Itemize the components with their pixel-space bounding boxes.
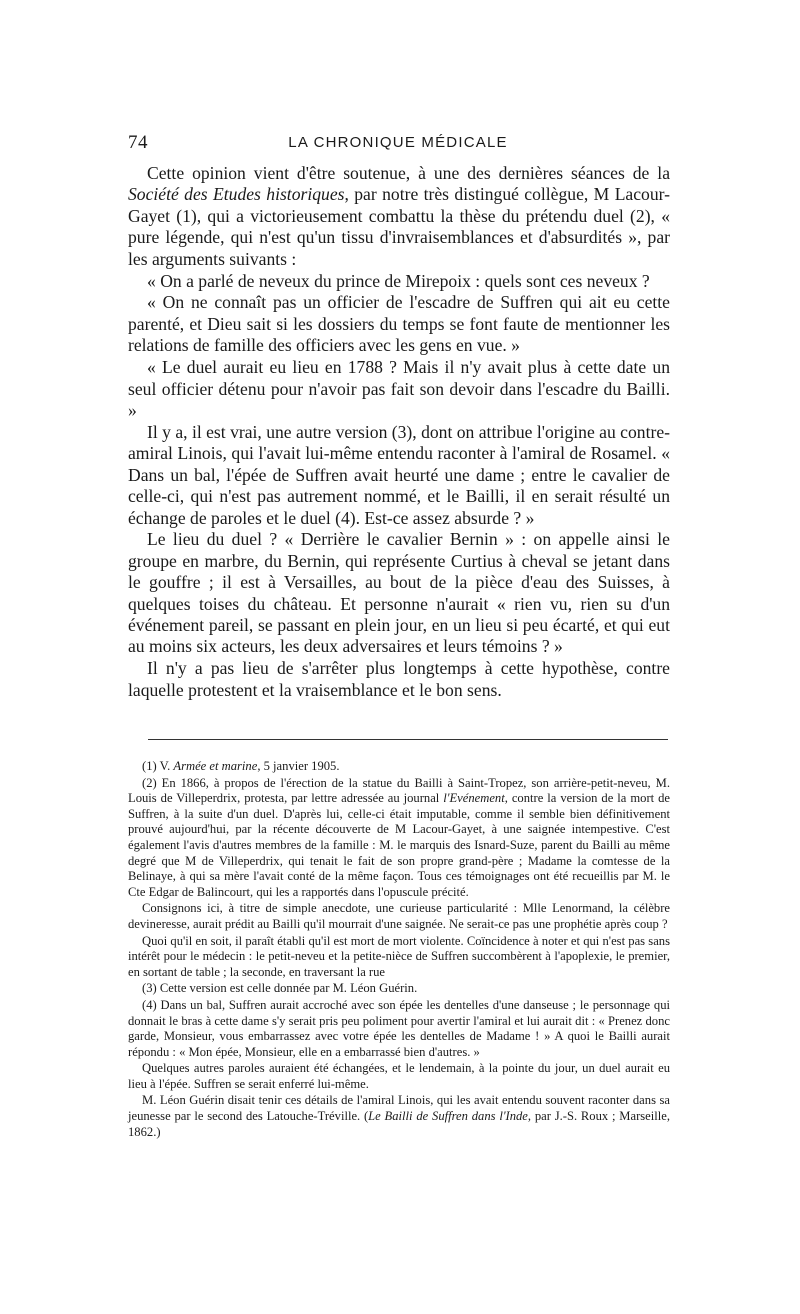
footnote-continuation: Consignons ici, à titre de simple anecdote, une curieuse particularité : Mlle Lenormand, la célèbre devineresse, aurait prédit au Bailli qu'il mourrait d'une saignée. Ne serait-ce pas une prophétie après coup ? <box>128 901 670 931</box>
footnote-text: (1) V. <box>142 759 174 773</box>
page-header <box>128 132 668 158</box>
society-name: Société des Etudes historiques <box>128 184 345 205</box>
footnote-text: M. Léon Guérin disait tenir ces détails de l'amiral Linois, qui les avait entendu souvent raconter dans sa jeunesse par le second des Latouche-Tréville. ( <box>128 1093 670 1124</box>
paragraph: « Le duel aurait eu lieu en 1788 ? Mais il n'y avait plus à cette date un seul officier détenu pour n'avoir pas fait son devoir dans l'escadre du Bailli. » <box>128 357 670 420</box>
running-title: LA CHRONIQUE MÉDICALE <box>288 134 508 151</box>
footnote: (4) Dans un bal, Suffren aurait accroché avec son épée les dentelles d'une danseuse ; le personnage qui donnait le bras à cette dame s'y serait pris peu poliment pour avertir l'amiral et lui aurait dit : « Prenez donc garde, Monsieur, vous embarrassez avec votre épée les dentelles de Madame ! » A quoi le Bailli aurait répondu : « Mon épée, Monsieur, elle en a embarrassé bien d'autres. » <box>128 997 670 1059</box>
footnote-text: (2) En 1866, à propos de l'érection de la statue du Bailli à Saint-Tropez, son arrière-petit-neveu, M. Louis de Villeperdrix, protesta, par lettre adressée au journal <box>128 775 670 806</box>
footnote-text: , contre la version de la mort de Suffren, à la suite d'un duel. D'après lui, celle-ci était imputable, comme il semble bien définitivement prouvé aujourd'hui, par la récente découverte de M Lacour-Gayet, à une saignée intempestive. C'est également l'avis d'autres membres de la famille : M. le marquis des Isnard-Suze, parent du Bailli au même degré que M de Villeperdrix, qui tenait le fait de son propre grand-père ; Madame la comtesse de la Belinaye, à qui sa mère l'avait conté de la même façon. Tous ces témoignages ont été recueillis par M. le Cte Edgar de Balincourt, qui les a rapportés dans l'opuscule précité. <box>128 791 670 899</box>
footnote-text: , 5 janvier 1905. <box>257 759 340 773</box>
citation-title: Le Bailli de Suffren dans l'Inde <box>368 1109 528 1124</box>
citation-title: l'Evénement <box>443 791 505 806</box>
footnote: (3) Cette version est celle donnée par M. Léon Guérin. <box>142 981 418 996</box>
page-number: 74 <box>128 132 148 153</box>
paragraph: Il n'y a pas lieu de s'arrêter plus longtemps à cette hypothèse, contre laquelle protestent et la vraisemblance et le bon sens. <box>128 658 670 700</box>
footnote-continuation: Quelques autres paroles auraient été échangées, et le lendemain, à la pointe du jour, un duel aurait eu lieu à l'épée. Suffren se serait enferré lui-même. <box>128 1061 670 1091</box>
footnote <box>128 776 670 901</box>
footnote-divider <box>148 739 668 740</box>
paragraph: Le lieu du duel ? « Derrière le cavalier Bernin » : on appelle ainsi le groupe en marbre, du Bernin, qui représente Curtius à cheval se jetant dans le gouffre ; il est à Versailles, au bout de la pièce d'eau des Suisses, à quelques toises du château. Et personne n'aurait « rien vu, rien su d'un événement pareil, se passant en plein jour, en un lieu si peu écarté, et qui eut au moins six acteurs, les deux adversaires et leurs témoins ? » <box>128 529 670 657</box>
paragraph: Il y a, il est vrai, une autre version (3), dont on attribue l'origine au contre-amiral Linois, qui l'avait lui-même entendu raconter à l'amiral de Rosamel. « Dans un bal, l'épée de Suffren avait heurté une dame ; entre le cavalier de celle-ci, qui n'est pas autrement nommé, et le Bailli, il en serait résulté un échange de paroles et le duel (4). Est-ce assez absurde ? » <box>128 421 670 528</box>
footnote-continuation <box>128 1093 670 1140</box>
footnotes <box>128 759 670 1140</box>
footnote <box>128 759 670 775</box>
footnote-text: , par J.-S. Roux ; Marseille, 1862.) <box>128 1109 670 1139</box>
footnote-continuation: Quoi qu'il en soit, il paraît établi qu'il est mort de mort violente. Coïncidence à noter et qui n'est pas sans intérêt pour le médecin : le petit-neveu et la petite-nièce de Suffren succombèrent à l'apoplexie, le premier, en sortant de table ; la seconde, en traversant la rue <box>128 933 670 979</box>
citation-title: Armée et marine <box>173 759 258 773</box>
paragraph: « On ne connaît pas un officier de l'escadre de Suffren qui ait eu cette parenté, et Dieu sait si les dossiers du temps se font faute de mentionner les relations de famille des officiers avec les gens en vue. » <box>128 292 670 356</box>
paragraph <box>128 163 670 270</box>
paragraph-text: Cette opinion vient d'être soutenue, à une des dernières séances de la <box>147 163 670 183</box>
paragraph-text: , par notre très distingué collègue, M Lacour-Gayet (1), qui a victorieusement combattu la thèse du prétendu duel (2), « pure légende, qui n'est qu'un tissu d'invraisemblances et d'absurdités », par les arguments suivants : <box>128 184 671 269</box>
main-text <box>128 163 670 701</box>
paragraph: « On a parlé de neveux du prince de Mirepoix : quels sont ces neveux ? <box>147 270 650 291</box>
